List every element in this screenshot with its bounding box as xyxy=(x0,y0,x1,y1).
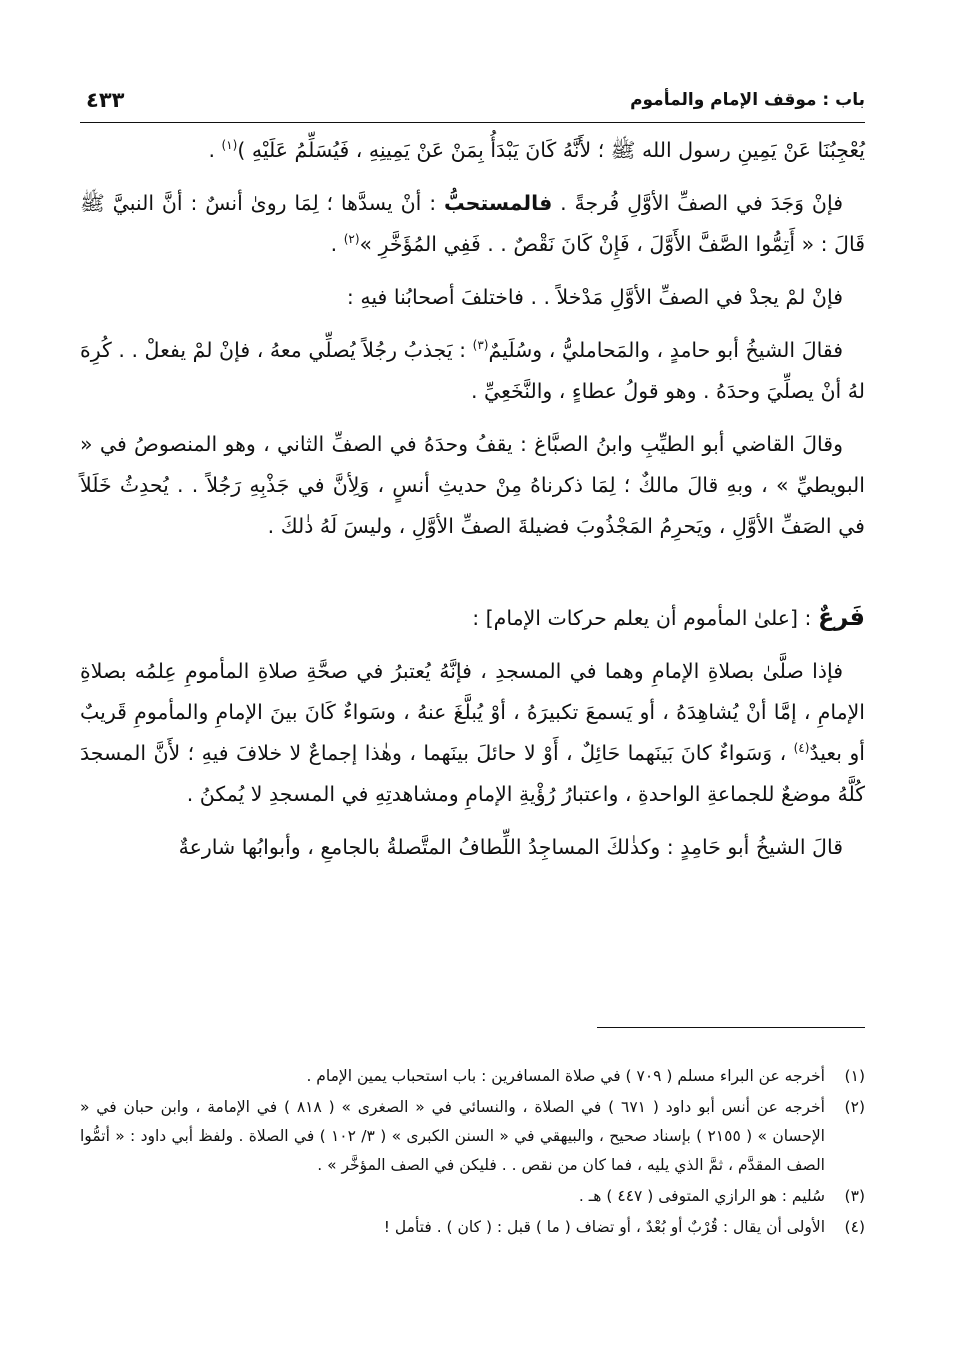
page-number: ٤٣٣ xyxy=(86,88,125,112)
footnote-text: سُليم : هو الرازي المتوفى ( ٤٤٧ ) هـ . xyxy=(578,1187,825,1205)
paragraph: وقالَ القاضي أبو الطيِّبِ وابنُ الصبَّاغ : يقفُ وحدَهُ في الصفِّ الثاني ، وهو المنصوصُ في « البويطيِّ » ، وبهِ قالَ مالكٌ ؛ لِمَا ذكرناهُ مِنْ حديثِ أنسٍ ، وَلِأنَّ في جَذْبِهِ رَجُلاً . . يُحدِثُ خَلَلاً في الصَفِّ الأوَّلِ ، ويَحرِمُ المَجْذُوبَ فضيلةَ الصفِّ الأوَّلِ ، وليسَ لَهُ ذٰلكَ . xyxy=(80,432,865,538)
paragraph: فإنْ لمْ يجدْ في الصفِّ الأوَّلِ مَدْخلاً . . فاختلفَ أصحابُنا فيهِ : xyxy=(346,285,843,309)
section-title: فَرعٌ xyxy=(817,603,865,631)
footnote-ref: (١) xyxy=(221,138,238,153)
footnote-ref: (٤) xyxy=(793,741,810,756)
footnote-number: (٢) xyxy=(844,1098,865,1116)
paragraph: قالَ الشيخُ أبو حَامِدٍ : وكذٰلكَ المساجِدُ اللِّطافُ المتَّصلةُ بالجامعِ ، وأبوابُها شارعةٌ xyxy=(178,835,843,859)
running-head: باب : موقف الإمام والمأموم xyxy=(630,90,865,110)
footnote-text: أخرجه عن البراء مسلم ( ٧٠٩ ) في صلاة المسافرين : باب استحباب يمين الإمام . xyxy=(306,1067,825,1085)
footnote-ref: (٣) xyxy=(472,338,489,353)
footnote xyxy=(80,1062,865,1091)
footnote-ref: (٢) xyxy=(343,232,360,247)
footnote-text: أخرجه عن أنس أبو داود ( ٦٧١ ) في الصلاة ، والنسائي في « الصغرى » ( ٨١٨ ) في الإمامة ، وابن حبان في « الإحسان » ( ٢١٥٥ ) بإسناد صحيح ، والبيهقي في « السنن الكبرى » ( ٣/ ١٠٢ ) في الصلاة . ولفظ أبي داود : « أتمُّوا الصف المقدَّم ، ثمَّ الذي يليه ، فما كان من نقص . . فليكن في الصف المؤخَّر » . xyxy=(80,1098,825,1174)
footnote-number: (٣) xyxy=(844,1187,865,1205)
page-header xyxy=(80,86,865,123)
main-text xyxy=(80,130,865,880)
paragraph: فقالَ الشيخُ أبو حامدٍ ، والمَحامليُّ ، وسُلَيمٌ$^{(٣)}$ : يَجذبُ رجُلاً يُصلِّي معهُ ، فإنْ لمْ يفعلْ . . كُرِهَ لهُ أنْ يصلِّيَ وحدَهُ . وهو قولُ عطاءٍ ، والنَّخَعِيِّ . xyxy=(80,338,865,403)
section-heading: فَرعٌ : [علىٰ المأموم أن يعلم حركات الإمام] : xyxy=(472,603,865,631)
footnote xyxy=(80,1182,865,1211)
footnote-number: (٤) xyxy=(844,1218,865,1236)
paragraph: يُعْجِبُنَا عَنْ يَمِينِ رسول الله ﷺ ؛ لأَنَّهُ كَانَ يَبْدَأُ بِمَنْ عَنْ يَمِينِهِ ، فَيُسَلِّمُ عَلَيْهِ )$^{(١)}$ . xyxy=(208,138,865,162)
footnote-text: الأولى أن يقال : قُرْبٌ أو بُعْدٌ ، أو تضاف ( ما ) قبل : ( كان ) . فتأمل ! xyxy=(383,1218,825,1236)
bold-term: فالمستحبُّ xyxy=(443,191,553,215)
footnote-number: (١) xyxy=(844,1067,865,1085)
footnote-separator xyxy=(597,1027,865,1028)
footnote xyxy=(80,1213,865,1242)
footnotes xyxy=(80,1062,865,1244)
paragraph: فإذا صلَّىٰ بصلاةِ الإمامِ وهما في المسجدِ ، فإنَّهُ يُعتبرُ في صحَّةِ صلاةِ المأمومِ عِلمُه بصلاةِ الإمامِ ، إمَّا أنْ يُشاهِدَهُ ، أو يَسمعَ تكبيرَهُ ، أوْ يُبلَّغَ عنهُ ، وسَواءٌ كَانَ بينَ الإمامِ والمأمومِ قَريبٌ أو بعيدٌ$^{(٤)}$ ، وَسَواءٌ كانَ بَينَهما حَائِلٌ ، أَوْ لا حائلَ بينَهما ، وهٰذا إجماعٌ لا خلافَ فيهِ ؛ لأَنَّ المسجدَ كُلَّهُ موضعٌ للجماعةِ الواحدةِ ، واعتبارُ رُؤْيةِ الإمامِ ومشاهدتِهِ في المسجدِ لا يُمكنُ . xyxy=(80,659,865,806)
paragraph: فإنْ وَجَدَ في الصفِّ الأوَّلِ فُرجةً . فالمستحبُّ : أنْ يسدَّها ؛ لِمَا روىٰ أنسٌ : أنَّ النبيَّ ﷺ قَالَ : « أَتِمُّوا الصَّفَّ الأَوَّلَ ، فَإِنْ كَانَ نَقْصٌ . . فَفِي المُؤَخَّرِ »$^{(٢)}$ . xyxy=(80,191,865,256)
footnote xyxy=(80,1093,865,1180)
